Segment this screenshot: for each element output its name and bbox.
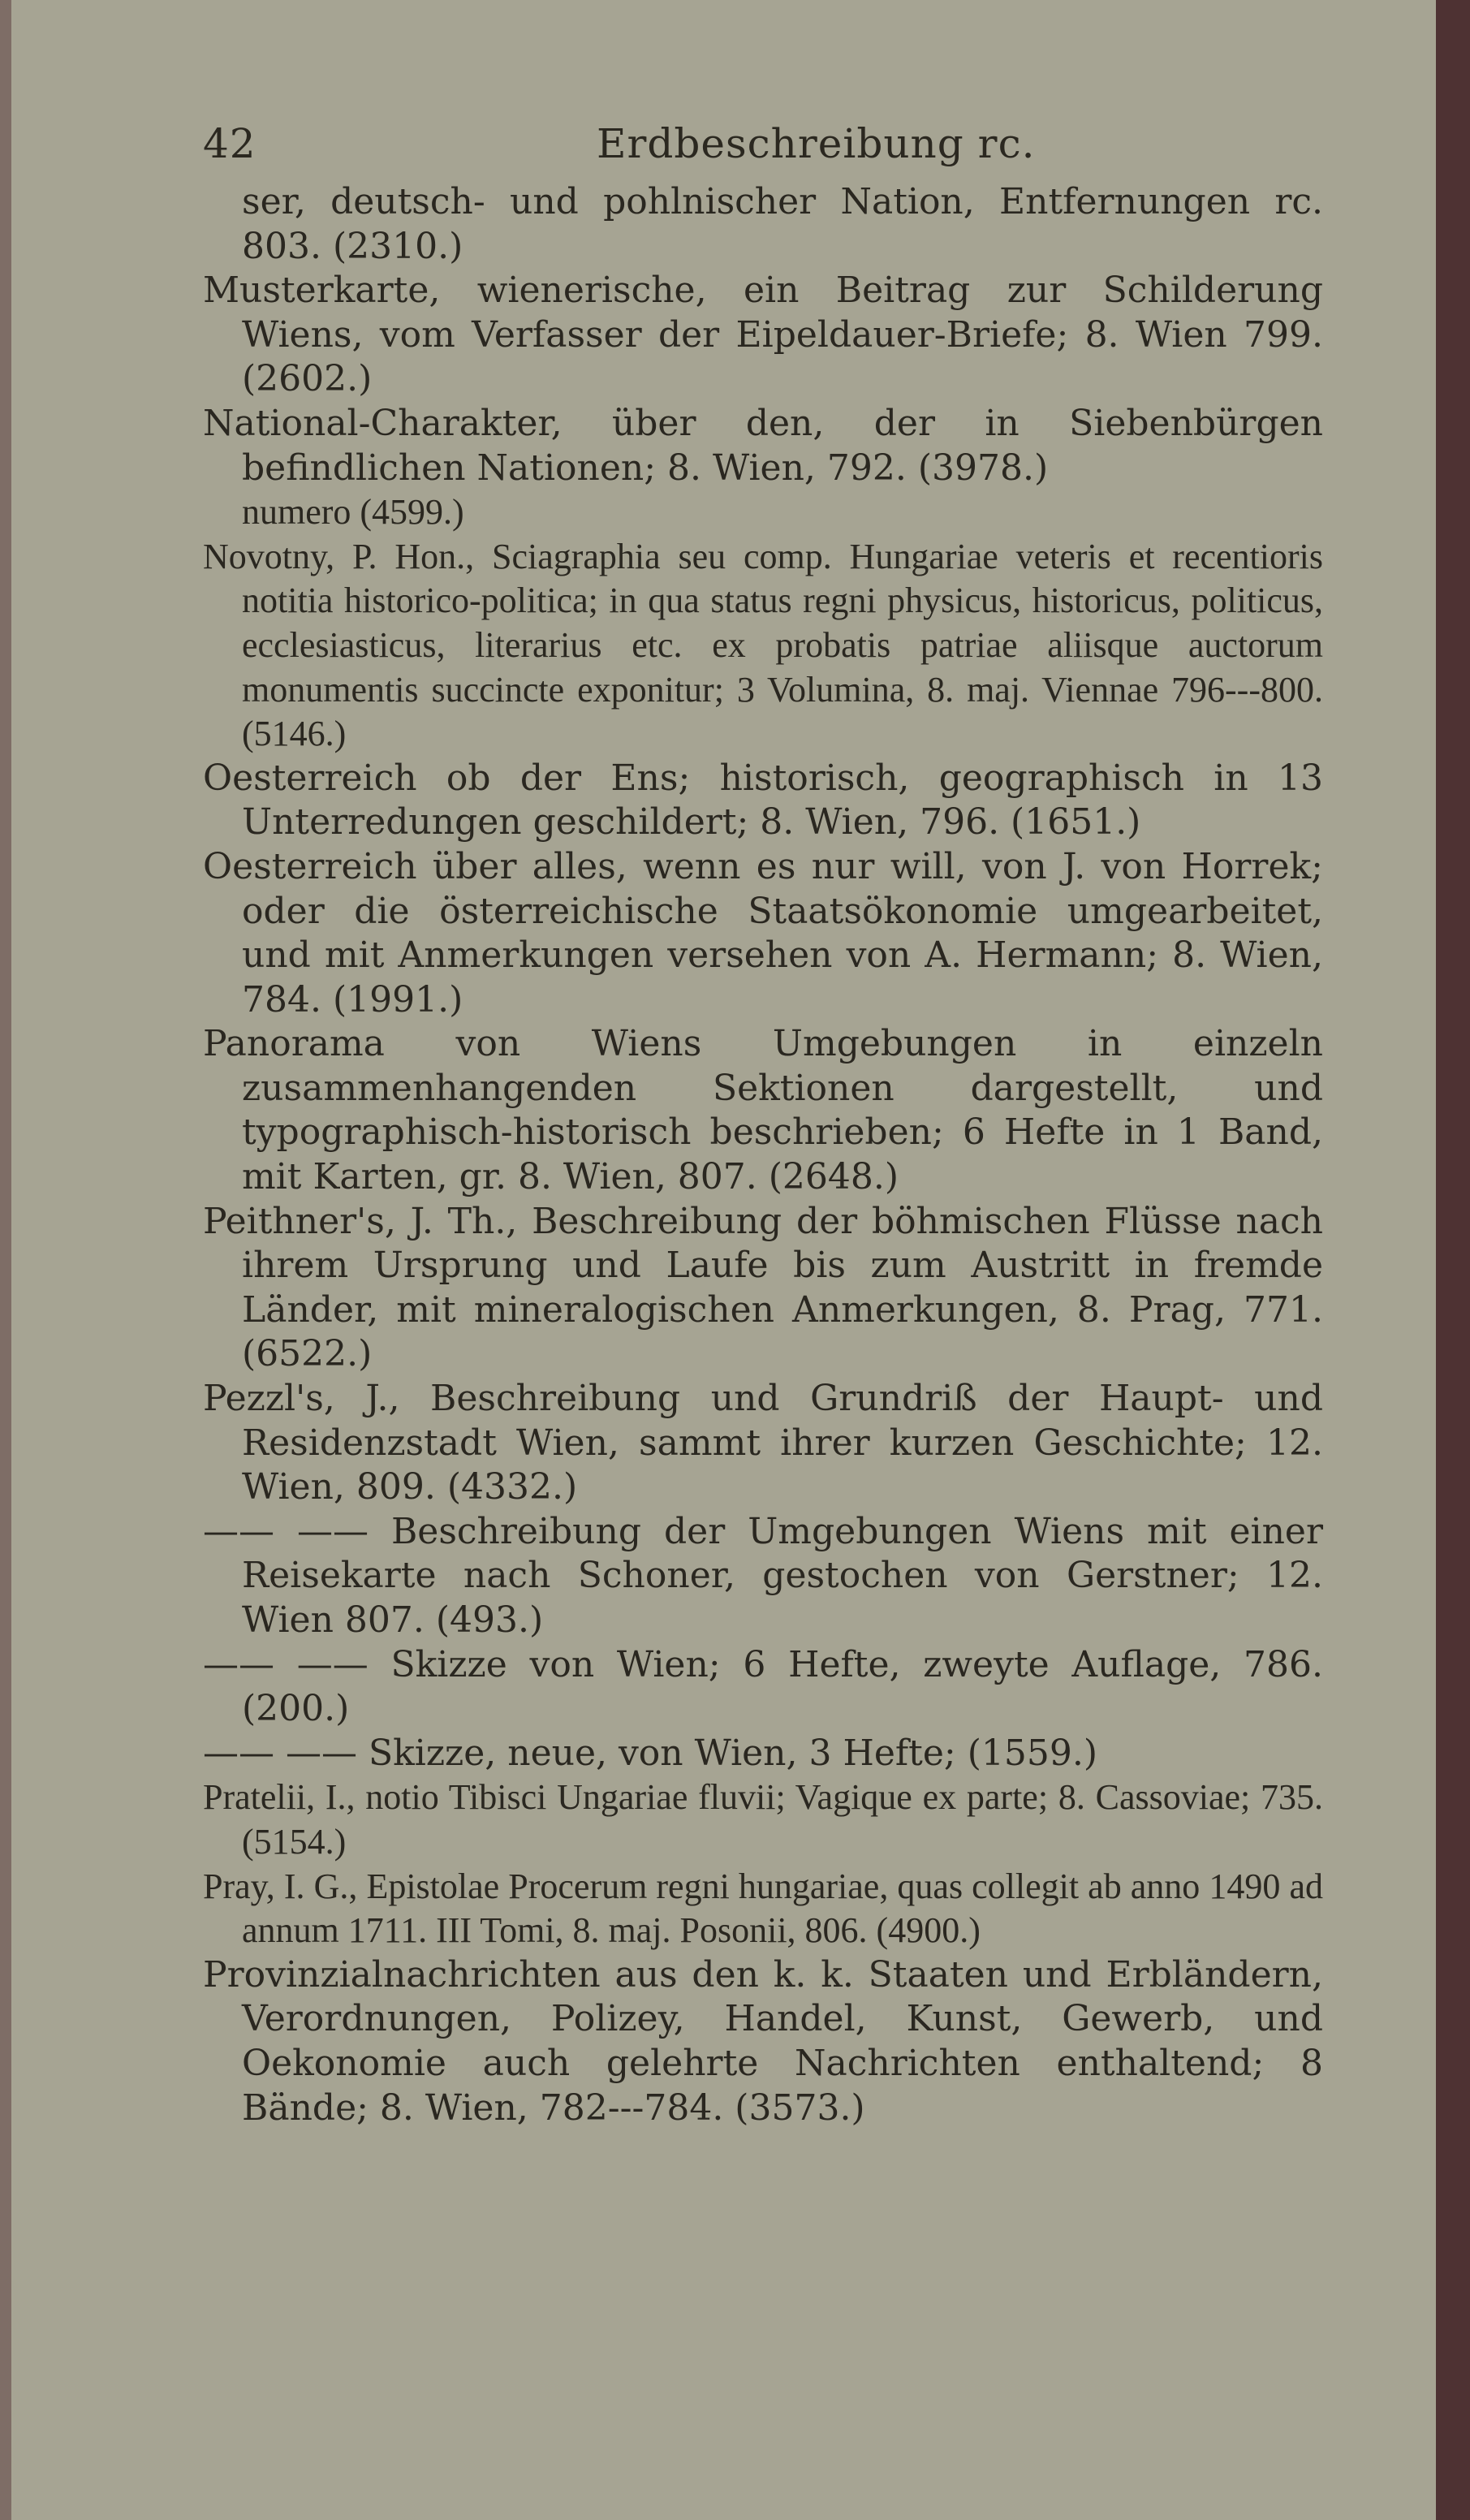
list-item: Peithner's, J. Th., Beschreibung der böhmischen Flüsse nach ihrem Ursprung und Laufe bis zum Austritt in fremde Länder, mit mineralogischen Anmerkungen, 8. Prag, 771. (6522.) [203, 1200, 1323, 1375]
list-item: Pezzl's, J., Beschreibung und Grundriß der Haupt- und Residenzstadt Wien, sammt ihrer kurzen Geschichte; 12. Wien, 809. (4332.) [203, 1378, 1323, 1508]
list-item: Panorama von Wiens Umgebungen in einzeln zusammenhangenden Sektionen dargestellt, und typographisch-historisch beschrieben; 6 Hefte in 1 Band, mit Karten, gr. 8. Wien, 807. (2648.) [203, 1023, 1323, 1198]
list-item: —— —— Skizze von Wien; 6 Hefte, zweyte Auflage, 786. (200.) [203, 1643, 1323, 1730]
list-item: Novotny, P. Hon., Sciagraphia seu comp. Hungariae veteris et recentioris notitia historico-politica; in qua status regni physicus, historicus, politicus, ecclesiasticus, literarius etc. ex probatis patriae aliisque auctorum monumentis succincte exponitur; 3 Volumina, 8. maj. Viennae 796---800. (5146.) [203, 536, 1323, 754]
list-item: Oesterreich über alles, wenn es nur will, von J. von Horrek; oder die österreichische Staatsökonomie umgearbeitet, und mit Anmerkungen versehen von A. Hermann; 8. Wien, 784. (1991.) [203, 845, 1323, 1021]
list-item: Musterkarte, wienerische, ein Beitrag zur Schilderung Wiens, vom Verfasser der Eipeldauer-Briefe; 8. Wien 799. (2602.) [203, 270, 1323, 400]
running-title: Erdbeschreibung rc. [597, 120, 1036, 167]
page-number: 42 [203, 120, 256, 167]
list-item: ser, deutsch- und pohlnischer Nation, Entfernungen rc. 803. (2310.) [242, 181, 1323, 267]
list-item: —— —— Beschreibung der Umgebungen Wiens mit einer Reisekarte nach Schoner, gestochen von Gerstner; 12. Wien 807. (493.) [203, 1510, 1323, 1641]
list-item: Pray, I. G., Epistolae Procerum regni hungariae, quas collegit ab anno 1490 ad annum 1711. III Tomi, 8. maj. Posonii, 806. (4900.) [203, 1866, 1323, 1951]
list-item: Oesterreich ob der Ens; historisch, geographisch in 13 Unterredungen geschildert; 8. Wien, 796. (1651.) [203, 757, 1323, 844]
page-gutter [0, 0, 11, 2520]
bibliography-list [203, 180, 1323, 2130]
running-header [203, 120, 1307, 177]
list-item: National-Charakter, über den, der in Siebenbürgen befindlichen Nationen; 8. Wien, 792. (3978.) [203, 402, 1323, 489]
list-item: Pratelii, I., notio Tibisci Ungariae fluvii; Vagique ex parte; 8. Cassoviae; 735. (5154.) [203, 1777, 1323, 1862]
page-edge [1436, 0, 1470, 2520]
list-item: —— —— Skizze, neue, von Wien, 3 Hefte; (1559.) [203, 1732, 1097, 1774]
list-item: numero (4599.) [242, 492, 464, 533]
list-item: Provinzialnachrichten aus den k. k. Staaten und Erbländern, Verordnungen, Polizey, Handel, Kunst, Gewerb, und Oekonomie auch gelehrte Nachrichten enthaltend; 8 Bände; 8. Wien, 782---784. (3573.) [203, 1953, 1323, 2129]
